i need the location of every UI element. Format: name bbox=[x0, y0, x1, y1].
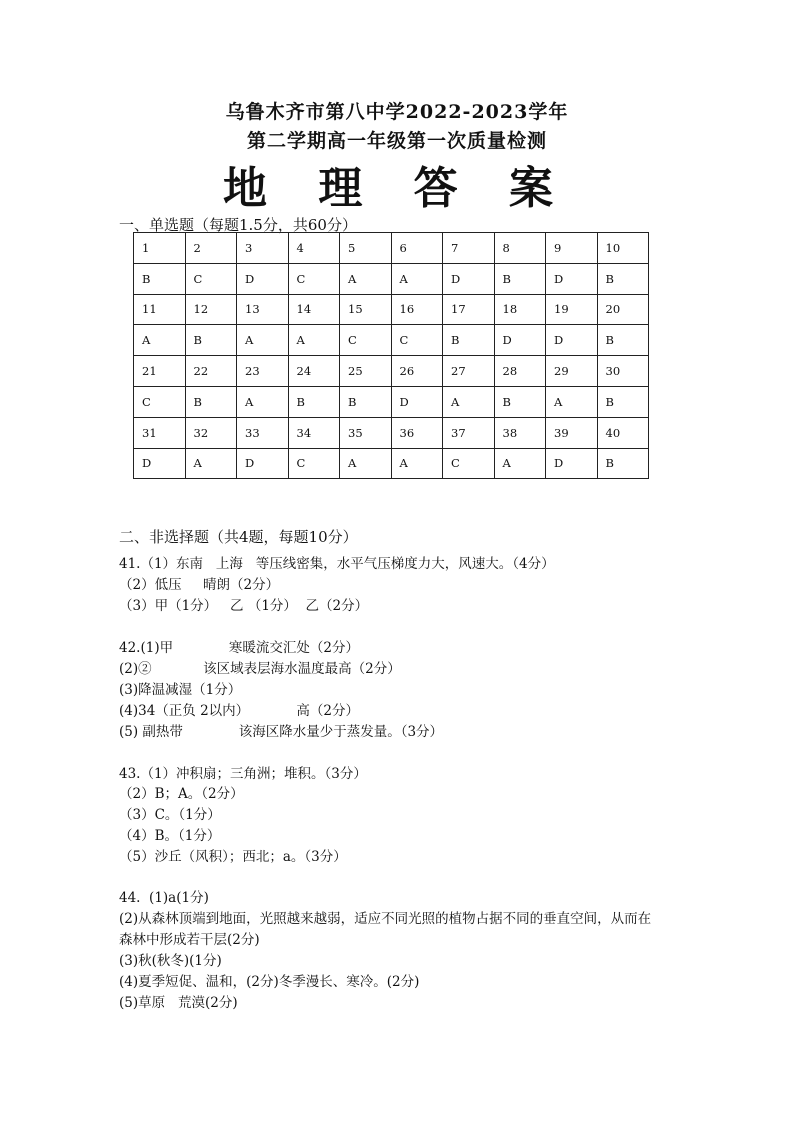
answer-line: (5)草原 荒漠(2分) bbox=[119, 995, 238, 1011]
question-number-cell: 1 bbox=[134, 233, 186, 264]
answer-cell: A bbox=[288, 325, 340, 356]
answer-cell: B bbox=[340, 386, 392, 417]
answer-line: （3）C。（1分） bbox=[119, 807, 221, 823]
answer-cell: D bbox=[391, 386, 443, 417]
answer-cell: D bbox=[134, 448, 186, 479]
answer-row bbox=[134, 263, 649, 294]
question-number-cell: 4 bbox=[288, 233, 340, 264]
answer-line: (4)夏季短促、温和，(2分)冬季漫长、寒冷。(2分) bbox=[119, 974, 420, 990]
answer-cell: D bbox=[443, 263, 495, 294]
answer-line: 41.（1）东南 上海 等压线密集，水平气压梯度力大，风速大。（4分） bbox=[119, 556, 555, 572]
answer-line: 43.（1）冲积扇；三角洲；堆积。（3分） bbox=[119, 766, 367, 782]
question-number-cell: 39 bbox=[546, 417, 598, 448]
answer-cell: B bbox=[443, 325, 495, 356]
answer-line: (2)② 该区域表层海水温度最高（2分） bbox=[119, 661, 401, 677]
answer-cell: D bbox=[494, 325, 546, 356]
question-number-cell: 3 bbox=[237, 233, 289, 264]
question-number-cell: 8 bbox=[494, 233, 546, 264]
question-number-cell: 15 bbox=[340, 294, 392, 325]
question-number-cell: 26 bbox=[391, 356, 443, 387]
question-number-cell: 5 bbox=[340, 233, 392, 264]
answer-row bbox=[134, 325, 649, 356]
answer-cell: A bbox=[237, 325, 289, 356]
question-number-cell: 36 bbox=[391, 417, 443, 448]
answer-cell: D bbox=[546, 263, 598, 294]
answer-line: (4)34（正负 2以内） 高（2分） bbox=[119, 703, 359, 719]
question-number-cell: 25 bbox=[340, 356, 392, 387]
answer-cell: C bbox=[340, 325, 392, 356]
answer-row bbox=[134, 386, 649, 417]
answer-cell: B bbox=[185, 325, 237, 356]
question-number-cell: 34 bbox=[288, 417, 340, 448]
answer-line: (3)降温减湿（1分） bbox=[119, 682, 242, 698]
answer-cell: C bbox=[443, 448, 495, 479]
question-number-cell: 20 bbox=[597, 294, 649, 325]
answer-line: （2）低压 晴朗（2分） bbox=[119, 577, 280, 593]
answer-cell: B bbox=[494, 386, 546, 417]
question-number-cell: 40 bbox=[597, 417, 649, 448]
question-number-cell: 16 bbox=[391, 294, 443, 325]
question-number-cell: 29 bbox=[546, 356, 598, 387]
question-number-cell: 12 bbox=[185, 294, 237, 325]
question-number-cell: 32 bbox=[185, 417, 237, 448]
answer-cell: D bbox=[237, 448, 289, 479]
answer-cell: B bbox=[134, 263, 186, 294]
answer-cell: B bbox=[597, 386, 649, 417]
answer-cell: D bbox=[546, 325, 598, 356]
answer-cell: D bbox=[237, 263, 289, 294]
question-number-cell: 17 bbox=[443, 294, 495, 325]
answer-cell: B bbox=[494, 263, 546, 294]
question-number-cell: 24 bbox=[288, 356, 340, 387]
answer-cell: B bbox=[597, 263, 649, 294]
answer-cell: B bbox=[185, 386, 237, 417]
answer-cell: D bbox=[546, 448, 598, 479]
answer-cell: B bbox=[597, 448, 649, 479]
answer-cell: A bbox=[494, 448, 546, 479]
document-title-subject: 地 理 答 案 bbox=[223, 163, 571, 214]
answer-cell: A bbox=[546, 386, 598, 417]
answer-cell: C bbox=[134, 386, 186, 417]
answer-cell: B bbox=[288, 386, 340, 417]
question-number-cell: 35 bbox=[340, 417, 392, 448]
section-title-multiple-choice: 一、单选题（每题1.5分，共60分） bbox=[119, 216, 357, 234]
answer-cell: C bbox=[185, 263, 237, 294]
question-number-cell: 13 bbox=[237, 294, 289, 325]
answer-line: （3）甲（1分） 乙 （1分） 乙（2分） bbox=[119, 598, 369, 614]
question-number-cell: 23 bbox=[237, 356, 289, 387]
question-number-cell: 33 bbox=[237, 417, 289, 448]
question-number-cell: 6 bbox=[391, 233, 443, 264]
answer-line: (5) 副热带 该海区降水量少于蒸发量。（3分） bbox=[119, 724, 444, 740]
question-number-cell: 11 bbox=[134, 294, 186, 325]
question-number-cell: 9 bbox=[546, 233, 598, 264]
answer-line: （5）沙丘（风积）；西北；a。（3分） bbox=[119, 849, 347, 865]
question-number-cell: 27 bbox=[443, 356, 495, 387]
answer-line: （4）B。（1分） bbox=[119, 828, 221, 844]
answer-cell: A bbox=[391, 263, 443, 294]
question-number-row bbox=[134, 417, 649, 448]
answer-cell: A bbox=[340, 448, 392, 479]
answer-cell: A bbox=[237, 386, 289, 417]
answer-cell: C bbox=[391, 325, 443, 356]
answer-line: （2）B；A。（2分） bbox=[119, 786, 244, 802]
question-number-row bbox=[134, 294, 649, 325]
question-number-row bbox=[134, 356, 649, 387]
document-title-exam: 第二学期高一年级第一次质量检测 bbox=[246, 130, 547, 152]
question-number-cell: 31 bbox=[134, 417, 186, 448]
question-number-cell: 28 bbox=[494, 356, 546, 387]
question-number-cell: 30 bbox=[597, 356, 649, 387]
answer-cell: A bbox=[185, 448, 237, 479]
answer-line: 森林中形成若干层(2分) bbox=[119, 932, 260, 948]
question-number-cell: 10 bbox=[597, 233, 649, 264]
question-number-cell: 2 bbox=[185, 233, 237, 264]
answer-line: 42.(1)甲 寒暖流交汇处（2分） bbox=[119, 640, 359, 656]
question-number-row bbox=[134, 233, 649, 264]
question-number-cell: 19 bbox=[546, 294, 598, 325]
answer-line: (2)从森林顶端到地面，光照越来越弱，适应不同光照的植物占据不同的垂直空间，从而在 bbox=[119, 911, 652, 927]
answer-row bbox=[134, 448, 649, 479]
answer-cell: C bbox=[288, 448, 340, 479]
question-number-cell: 7 bbox=[443, 233, 495, 264]
answer-cell: A bbox=[134, 325, 186, 356]
answer-cell: A bbox=[443, 386, 495, 417]
answer-cell: B bbox=[597, 325, 649, 356]
question-number-cell: 21 bbox=[134, 356, 186, 387]
answer-cell: A bbox=[340, 263, 392, 294]
question-number-cell: 37 bbox=[443, 417, 495, 448]
document-title-school: 乌鲁木齐市第八中学2022-2023学年 bbox=[225, 101, 569, 123]
answer-line: (3)秋(秋冬)(1分) bbox=[119, 953, 222, 969]
question-number-cell: 38 bbox=[494, 417, 546, 448]
section-title-non-choice: 二、非选择题（共4题，每题10分） bbox=[119, 528, 358, 546]
question-number-cell: 18 bbox=[494, 294, 546, 325]
question-number-cell: 14 bbox=[288, 294, 340, 325]
question-number-cell: 22 bbox=[185, 356, 237, 387]
answer-table bbox=[133, 232, 649, 479]
answer-line: 44. (1)a(1分) bbox=[119, 890, 209, 906]
answer-cell: A bbox=[391, 448, 443, 479]
answer-cell: C bbox=[288, 263, 340, 294]
